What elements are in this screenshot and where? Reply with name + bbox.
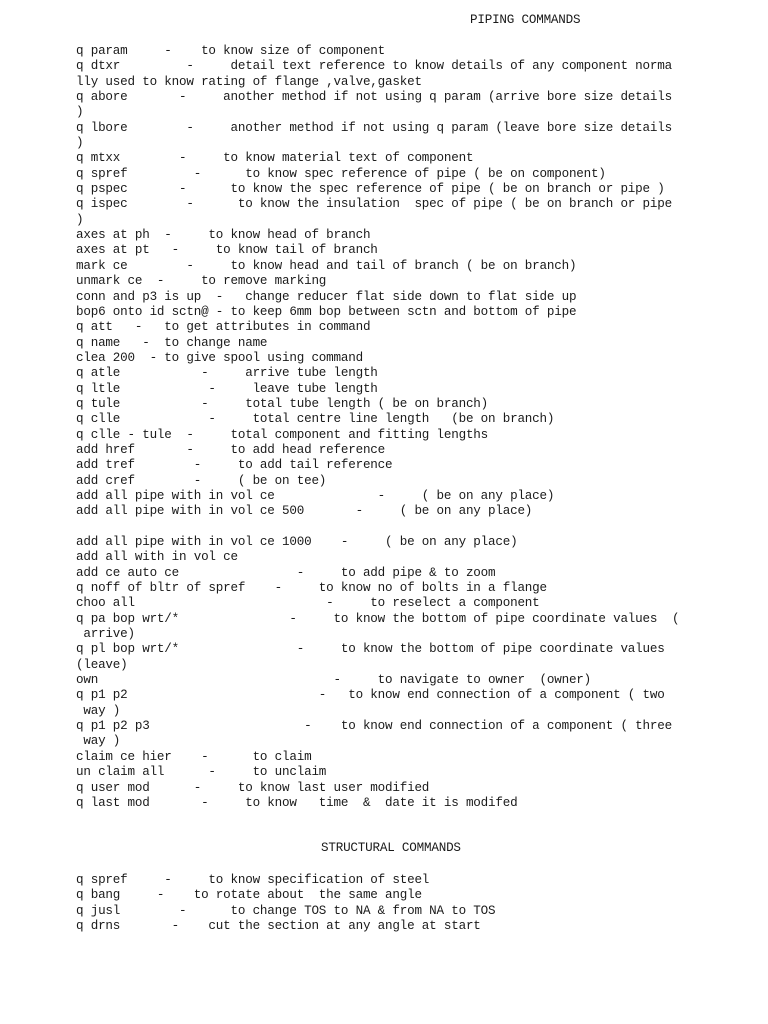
command-line: q param - to know size of component: [76, 44, 386, 58]
command-line: q pl bop wrt/* - to know the bottom of pipe coordinate values: [76, 642, 665, 657]
command-line: q bang - to rotate about the same angle: [76, 888, 422, 903]
command-line: arrive): [76, 627, 135, 642]
command-line: q ltle - leave tube length: [76, 381, 378, 396]
command-line: q clle - tule - total component and fitting lengths: [76, 427, 489, 442]
command-line: q user mod - to know last user modified: [76, 780, 430, 795]
command-line: q abore - another method if not using q param (arrive bore size details: [76, 90, 672, 105]
command-line: clea 200 - to give spool using command: [76, 350, 363, 365]
command-line: q spref - to know specification of steel: [76, 873, 430, 887]
command-line: axes at pt - to know tail of branch: [76, 243, 378, 258]
command-line: (leave): [76, 657, 128, 672]
command-line: way ): [76, 734, 121, 749]
command-line: q clle - total centre line length (be on branch): [76, 412, 555, 427]
command-line: q p1 p2 p3 - to know end connection of a component ( three: [76, 719, 672, 734]
command-line: way ): [76, 703, 121, 718]
command-line: q lbore - another method if not using q param (leave bore size details: [76, 120, 672, 135]
command-line: q p1 p2 - to know end connection of a component ( two: [76, 688, 665, 703]
command-line: q name - to change name: [76, 335, 268, 350]
command-line: bop6 onto id sctn@ - to keep 6mm bop between sctn and bottom of pipe: [76, 304, 577, 319]
command-line: [76, 520, 686, 535]
command-line: q dtxr - detail text reference to know details of any component norma: [76, 59, 672, 74]
command-line: ): [76, 136, 84, 151]
command-line: q tule - total tube length ( be on branch): [76, 396, 489, 411]
command-line: add all pipe with in vol ce - ( be on any place): [76, 488, 555, 503]
command-line: q jusl - to change TOS to NA & from NA to TOS: [76, 903, 496, 918]
command-line: q mtxx - to know material text of component: [76, 151, 474, 166]
command-line: unmark ce - to remove marking: [76, 274, 327, 289]
command-line: choo all - to reselect a component: [76, 596, 540, 611]
command-line: lly used to know rating of flange ,valve,gasket: [76, 74, 422, 89]
command-line: q att - to get attributes in command: [76, 320, 371, 335]
command-line: add all pipe with in vol ce 500 - ( be on any place): [76, 504, 533, 519]
piping-commands-list: [76, 44, 686, 811]
piping-commands-title: PIPING COMMANDS: [470, 13, 581, 27]
command-line: q ispec - to know the insulation spec of pipe ( be on branch or pipe: [76, 197, 672, 212]
structural-commands-list: [76, 873, 686, 934]
command-line: q pa bop wrt/* - to know the bottom of pipe coordinate values (: [76, 611, 680, 626]
command-line: ): [76, 105, 84, 120]
command-line: q noff of bltr of spref - to know no of bolts in a flange: [76, 581, 547, 596]
command-line: axes at ph - to know head of branch: [76, 228, 371, 243]
command-line: claim ce hier - to claim: [76, 749, 312, 764]
command-line: add all with in vol ce: [76, 550, 238, 565]
command-line: q pspec - to know the spec reference of pipe ( be on branch or pipe ): [76, 182, 665, 197]
command-line: q atle - arrive tube length: [76, 366, 378, 381]
command-line: conn and p3 is up - change reducer flat side down to flat side up: [76, 289, 577, 304]
command-line: q drns - cut the section at any angle at start: [76, 919, 481, 934]
command-line: add tref - to add tail reference: [76, 458, 393, 473]
command-line: add href - to add head reference: [76, 442, 386, 457]
command-line: q last mod - to know time & date it is modifed: [76, 795, 518, 810]
command-line: un claim all - to unclaim: [76, 765, 327, 780]
command-line: add ce auto ce - to add pipe & to zoom: [76, 565, 496, 580]
command-line: q spref - to know spec reference of pipe ( be on component): [76, 166, 606, 181]
command-line: mark ce - to know head and tail of branch ( be on branch): [76, 258, 577, 273]
command-line: own - to navigate to owner (owner): [76, 673, 592, 688]
command-line: ): [76, 212, 84, 227]
command-line: add cref - ( be on tee): [76, 473, 327, 488]
command-line: add all pipe with in vol ce 1000 - ( be on any place): [76, 535, 518, 549]
structural-commands-title: STRUCTURAL COMMANDS: [321, 841, 461, 855]
